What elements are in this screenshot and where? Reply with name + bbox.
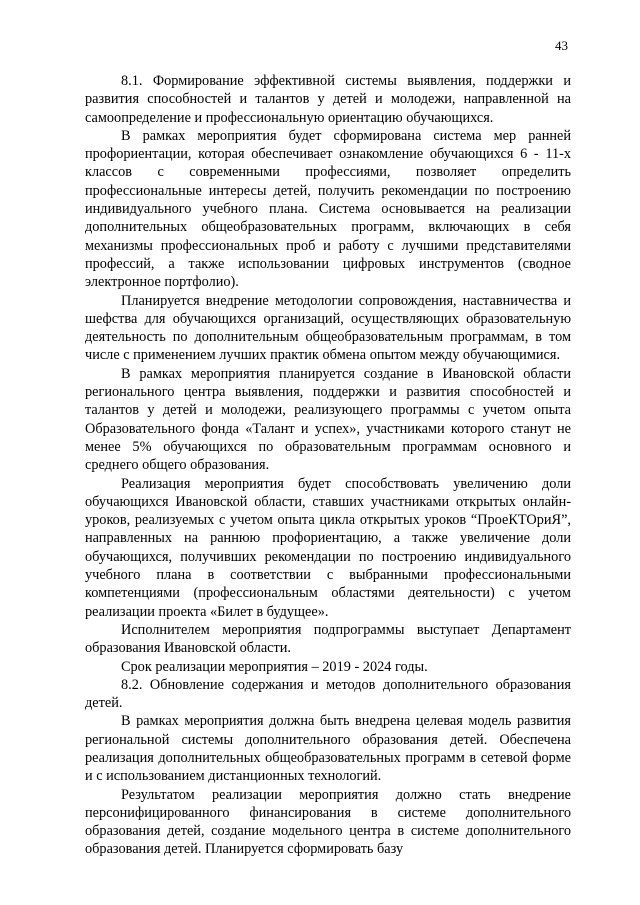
document-body (85, 72, 571, 859)
paragraph-mentoring: Планируется внедрение методологии сопровождения, наставничества и шефства для обучающихся организаций, осуществляющих образовательную деятельность по дополнительным общеобразовательным программам, в том числе с применением лучших практик обмена опытом между обучающимися. (85, 292, 571, 364)
paragraph-target-model: В рамках мероприятия должна быть внедрена целевая модель развития региональной системы дополнительного образования детей. Обеспечена реализация дополнительных общеобразовательных программ в сетевой форме и с использованием дистанционных технологий. (85, 713, 571, 785)
paragraph-career-guidance: В рамках мероприятия будет сформирована система мер ранней профориентации, которая обеспечивает ознакомление обучающихся 6 - 11-х классов с современными профессиями, позволяет определить профессиональные интересы детей, получить рекомендации по построению индивидуального учебного плана. Система основывается на реализации дополнительных общеобразовательных программ, включающих в себя механизмы профессиональных проб и работу с лучшими представителями профессий, а также использовании цифровых инструментов (сводное электронное портфолио). (85, 127, 571, 291)
paragraph-8-2-heading: 8.2. Обновление содержания и методов дополнительного образования детей. (85, 676, 571, 712)
paragraph-8-1-heading: 8.1. Формирование эффективной системы выявления, поддержки и развития способностей и талантов у детей и молодежи, направленной на самоопределение и профессиональную ориентацию обучающихся. (85, 73, 571, 126)
paragraph-regional-center: В рамках мероприятия планируется создание в Ивановской области регионального центра выявления, поддержки и развития способностей и талантов у детей и молодежи, реализующего программы с учетом опыта Образовательного фонда «Талант и успех», участниками которого станут не менее 5% обучающихся по образовательным программам основного и среднего общего образования. (85, 365, 571, 474)
paragraph-term: Срок реализации мероприятия – 2019 - 2024 годы. (121, 658, 428, 675)
page-number: 43 (555, 38, 568, 53)
paragraph-result: Результатом реализации мероприятия должно стать внедрение персонифицированного финансирования в системе дополнительного образования детей, создание модельного центра в системе дополнительного образования детей. Планируется сформировать базу (85, 786, 571, 858)
paragraph-executor: Исполнителем мероприятия подпрограммы выступает Департамент образования Ивановской области. (85, 621, 571, 657)
paragraph-open-lessons: Реализация мероприятия будет способствовать увеличению доли обучающихся Ивановской области, ставших участниками открытых онлайн-уроков, реализуемых с учетом опыта цикла открытых уроков “ПроеКТОриЯ”, направленных на раннюю профориентацию, а также увеличение доли обучающихся, получивших рекомендации по построению индивидуального учебного плана в соответствии с выбранными профессиональными компетенциями (профессиональным областями деятельности) с учетом реализации проекта «Билет в будущее». (85, 475, 571, 620)
